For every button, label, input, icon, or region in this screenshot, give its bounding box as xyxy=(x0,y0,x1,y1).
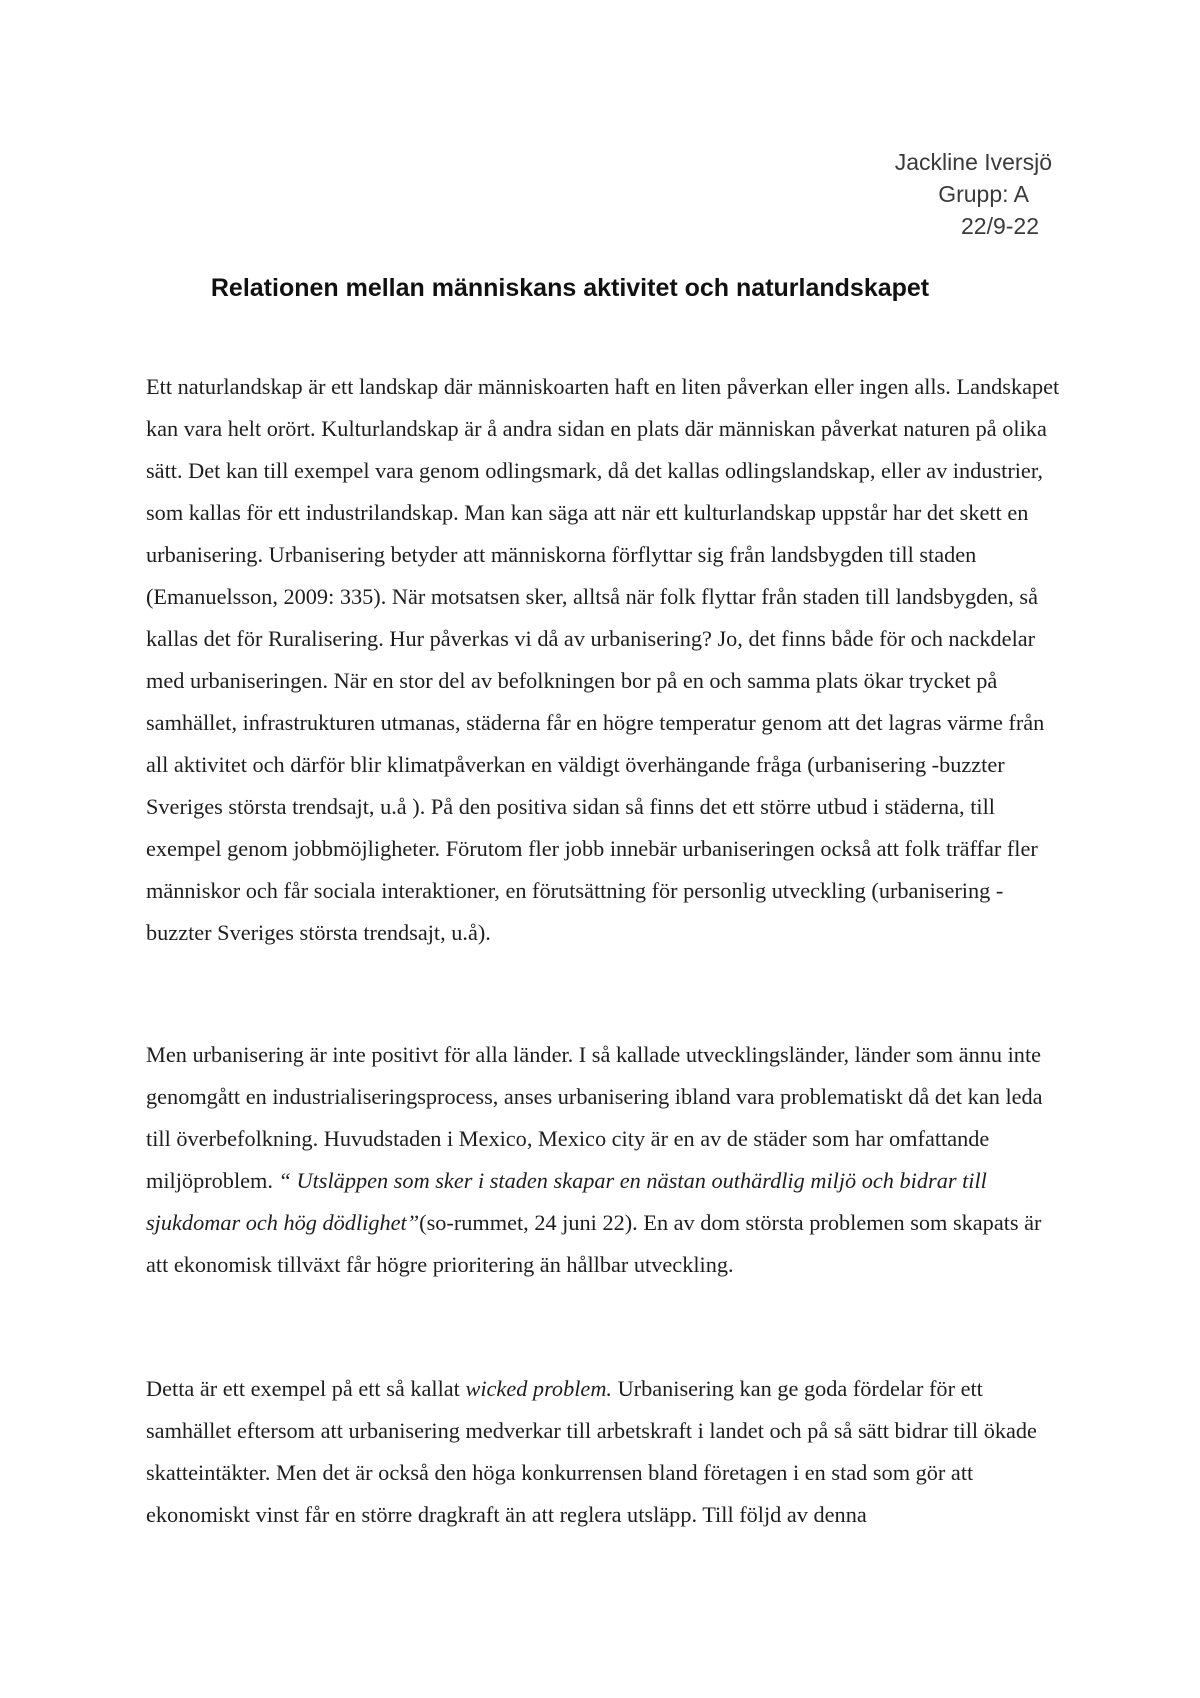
paragraph-3 xyxy=(146,1368,1066,1536)
paragraph-2-text-before: Men urbanisering är inte positivt för alla länder. I så kallade utvecklingsländer, länder som ännu inte genomgått en industrialiseringsprocess, anses urbanisering ibland vara problematiskt då det kan leda till överbefolkning. Huvudstaden i Mexico, Mexico city är en av de städer som har omfattande miljöproblem. xyxy=(146,1042,1043,1193)
paragraph-3-text-after: Urbanisering kan ge goda fördelar för ett samhället eftersom att urbanisering medverkar till arbetskraft i landet och på så sätt bidrar till ökade skatteintäkter. Men det är också den höga konkurrensen bland företagen i en stad som gör att ekonomiskt vinst får en större dragkraft än att reglera utsläpp. Till följd av denna xyxy=(146,1376,1037,1527)
term-wicked-problem: wicked problem. xyxy=(465,1376,612,1401)
document-title: Relationen mellan människans aktivitet och naturlandskapet xyxy=(210,274,930,302)
document-date: 22/9-22 xyxy=(960,213,1039,239)
author-header xyxy=(752,146,1052,242)
author-name: Jackline Iversjö xyxy=(894,149,1052,175)
group-label: Grupp: A xyxy=(938,181,1029,207)
paragraph-2 xyxy=(146,1034,1066,1286)
quote: “ Utsläppen som sker i staden skapar en nästan outhärdlig miljö och bidrar till sjukdomar och hög dödlighet” xyxy=(146,1168,987,1235)
paragraph-2-text-after: (so-rummet, 24 juni 22). En av dom största problemen som skapats är att ekonomisk tillväxt får högre prioritering än hållbar utveckling. xyxy=(146,1210,1042,1277)
paragraph-3-text-before: Detta är ett exempel på ett så kallat xyxy=(146,1376,466,1401)
paragraph-1: Ett naturlandskap är ett landskap där människoarten haft en liten påverkan eller ingen alls. Landskapet kan vara helt orört. Kulturlandskap är å andra sidan en plats där människan påverkat naturen på olika sätt. Det kan till exempel vara genom odlingsmark, då det kallas odlingslandskap, eller av industrier, som kallas för ett industrilandskap. Man kan säga att när ett kulturlandskap uppstår har det skett en urbanisering. Urbanisering betyder att människorna förflyttar sig från landsbygden till staden (Emanuelsson, 2009: 335). När motsatsen sker, alltså när folk flyttar från staden till landsbygden, så kallas det för Ruralisering. Hur påverkas vi då av urbanisering? Jo, det finns både för och nackdelar med urbaniseringen. När en stor del av befolkningen bor på en och samma plats ökar trycket på samhället, infrastrukturen utmanas, städerna får en högre temperatur genom att det lagras värme från all aktivitet och därför blir klimatpåverkan en väldigt överhängande fråga (urbanisering -buzzter Sveriges största trendsajt, u.å ). På den positiva sidan så finns det ett större utbud i städerna, till exempel genom jobbmöjligheter. Förutom fler jobb innebär urbaniseringen också att folk träffar fler människor och får sociala interaktioner, en förutsättning för personlig utveckling (urbanisering -buzzter Sveriges största trendsajt, u.å). xyxy=(146,374,1060,945)
